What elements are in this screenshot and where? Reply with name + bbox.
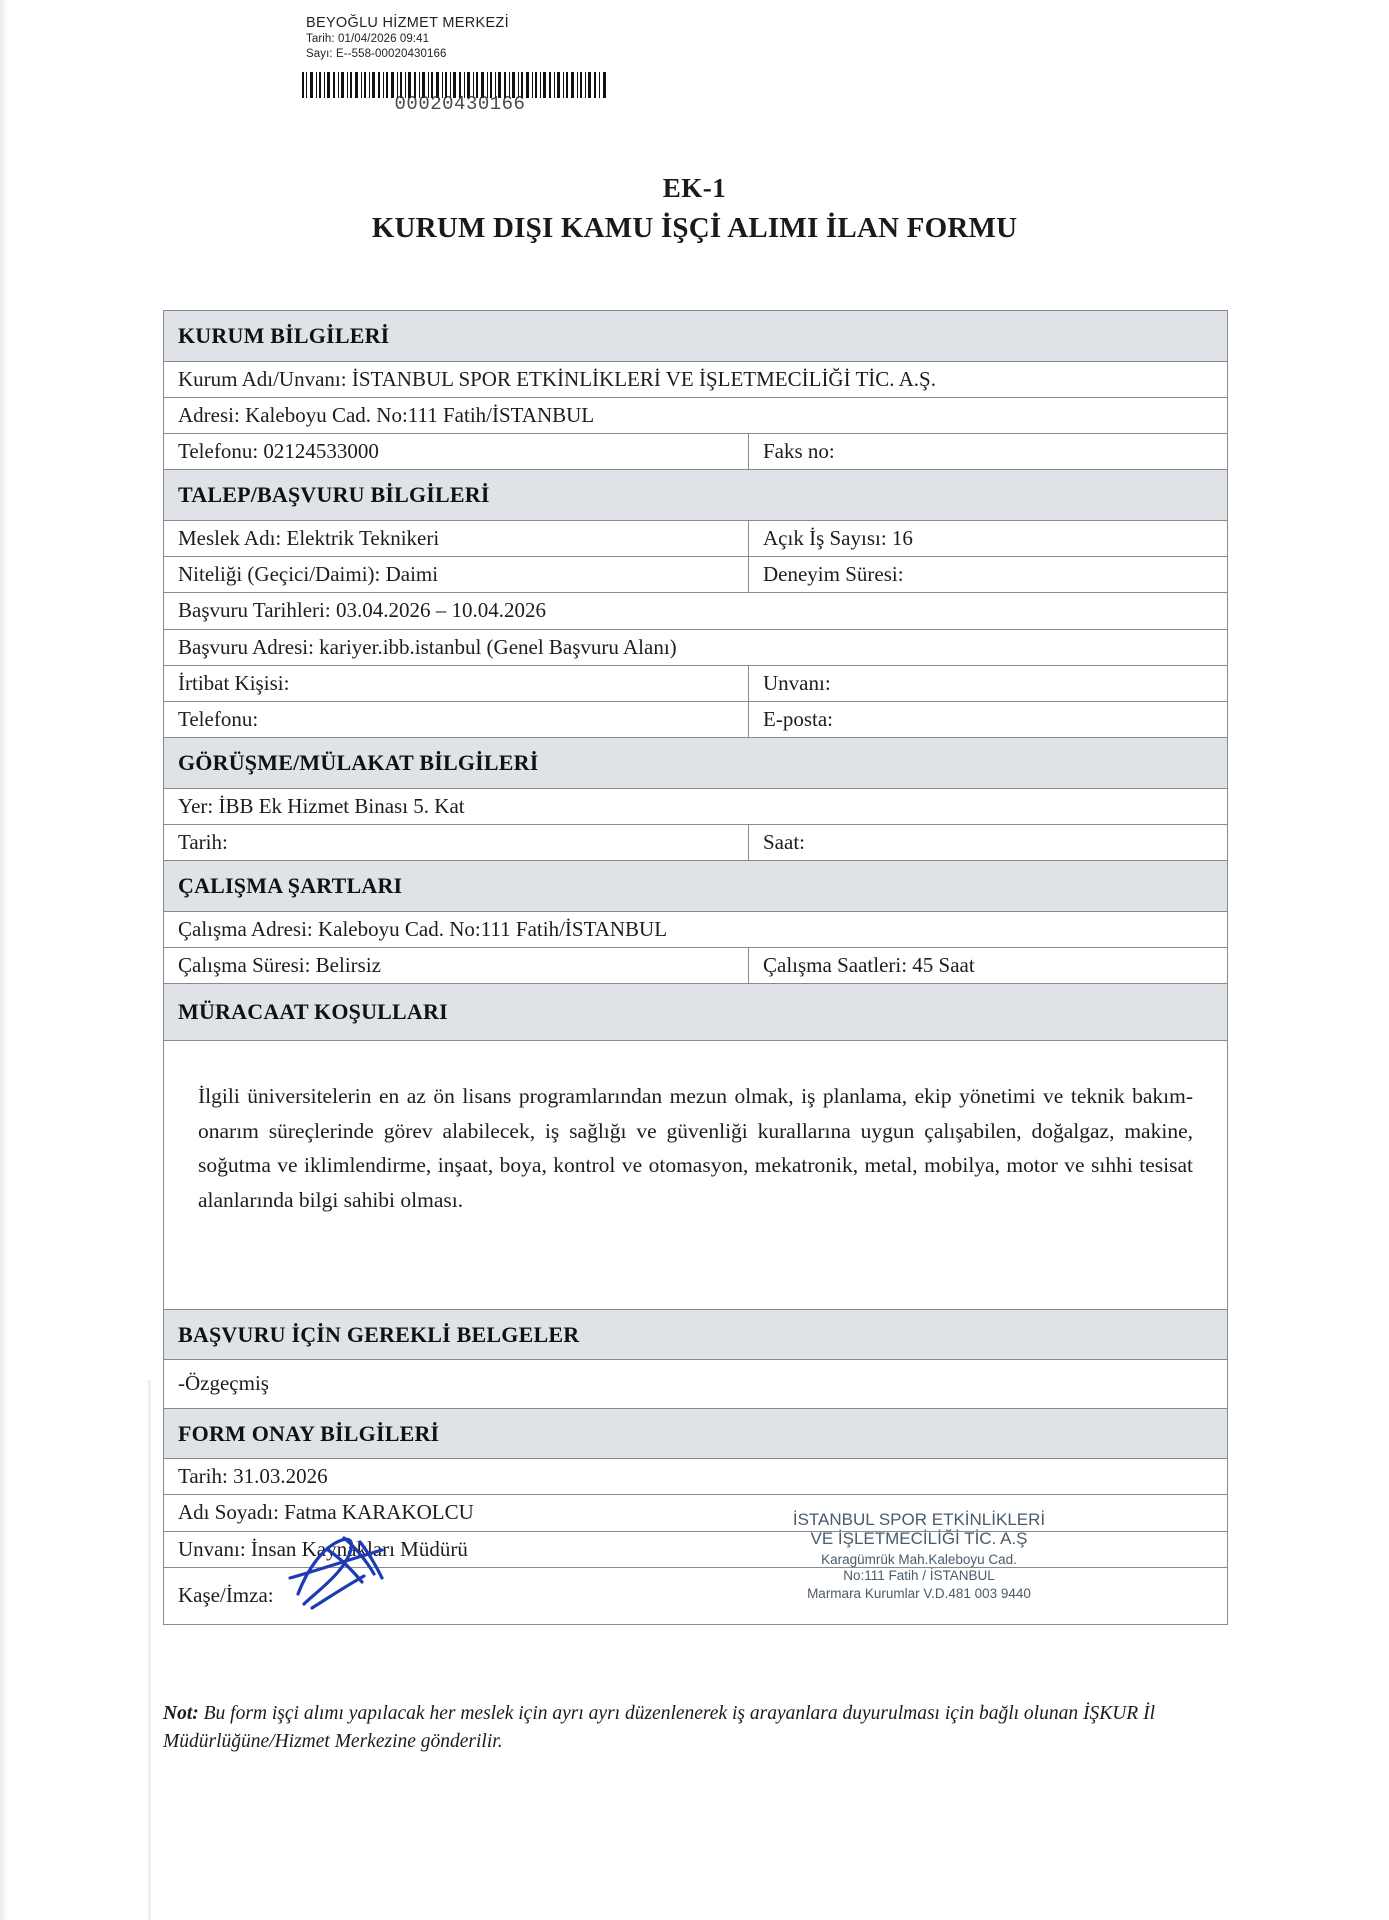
table-row xyxy=(164,557,1227,593)
section-header-working xyxy=(164,861,1227,912)
contact-email: E-posta: xyxy=(763,707,833,731)
section-header-documents xyxy=(164,1310,1227,1361)
conditions-text: İlgili üniversitelerin en az ön lisans programlarından mezun olmak, iş planlama, ekip yönetimi ve teknik bakım-onarım süreçlerinde görev alabilecek, iş sağlığı ve güvenliği kurallarına uygun çalışabilen, doğalgaz, makine, soğutma ve iklimlendirme, inşaat, boya, kontrol ve otomasyon, mekatronik, metal, mobilya, motor ve sıhhi tesisat alanlarında bilgi sahibi olması. xyxy=(198,1083,1193,1213)
contact-title: Unvanı: xyxy=(763,670,831,695)
table-row xyxy=(164,825,1227,861)
announcement-form xyxy=(163,310,1228,1625)
table-row xyxy=(164,630,1227,666)
table-row xyxy=(164,398,1227,434)
stamp-number: Sayı: E--558-00020430166 xyxy=(306,47,447,60)
contact-person: İrtibat Kişisi: xyxy=(164,666,749,701)
section-label-working: ÇALIŞMA ŞARTLARI xyxy=(164,861,1227,911)
table-row xyxy=(164,948,1227,984)
section-label-documents: BAŞVURU İÇİN GEREKLİ BELGELER xyxy=(164,1310,1227,1360)
company-stamp-line3: Karagümrük Mah.Kaleboyu Cad. xyxy=(821,1551,1017,1567)
experience-duration: Deneyim Süresi: xyxy=(763,562,904,586)
institution-fax: Faks no: xyxy=(763,439,835,463)
section-header-interview xyxy=(164,738,1227,789)
table-row xyxy=(164,1495,1227,1531)
application-address: Başvuru Adresi: kariyer.ibb.istanbul (Genel Başvuru Alanı) xyxy=(178,634,677,659)
company-stamp-line5: Marmara Kurumlar V.D.481 003 9440 xyxy=(807,1586,1031,1602)
table-row xyxy=(164,1532,1227,1568)
contact-phone: Telefonu: xyxy=(164,702,749,737)
working-duration: Çalışma Süresi: Belirsiz xyxy=(164,948,749,983)
scan-edge xyxy=(0,0,8,1920)
section-label-conditions: MÜRACAAT KOŞULLARI xyxy=(164,984,1227,1040)
table-row xyxy=(164,912,1227,948)
section-label-approval: FORM ONAY BİLGİLERİ xyxy=(164,1409,1227,1459)
conditions-row xyxy=(164,1041,1227,1310)
table-row xyxy=(164,1360,1227,1408)
table-row xyxy=(164,362,1227,398)
footer-note-label: Not: xyxy=(163,1703,199,1724)
interview-place: Yer: İBB Ek Hizmet Binası 5. Kat xyxy=(178,793,465,818)
document-ek-title: EK-1 xyxy=(662,173,727,203)
seal-signature-label: Kaşe/İmza: xyxy=(178,1582,274,1607)
working-hours: Çalışma Saatleri: 45 Saat xyxy=(763,953,975,977)
open-positions: Açık İş Sayısı: 16 xyxy=(763,525,913,550)
table-row xyxy=(164,521,1227,557)
interview-date: Tarih: xyxy=(164,825,749,860)
section-header-institution xyxy=(164,311,1227,362)
section-header-request xyxy=(164,470,1227,521)
employment-type: Niteliği (Geçici/Daimi): Daimi xyxy=(164,557,749,592)
application-dates: Başvuru Tarihleri: 03.04.2026 – 10.04.2026 xyxy=(178,598,546,623)
section-header-approval xyxy=(164,1409,1227,1460)
table-row xyxy=(164,1459,1227,1495)
stamp-date: Tarih: 01/04/2026 09:41 xyxy=(306,33,430,46)
approval-name: Adı Soyadı: Fatma KARAKOLCU xyxy=(178,1500,474,1525)
section-label-request: TALEP/BAŞVURU BİLGİLERİ xyxy=(164,470,1227,520)
table-row xyxy=(164,666,1227,702)
scan-fold xyxy=(148,1380,151,1920)
company-stamp-line1: İSTANBUL SPOR ETKİNLİKLERİ xyxy=(792,1509,1046,1529)
footer-note xyxy=(163,1700,1226,1757)
table-row xyxy=(164,789,1227,825)
documents-text: -Özgeçmiş xyxy=(178,1371,269,1396)
table-row xyxy=(164,593,1227,629)
table-row xyxy=(164,702,1227,738)
company-stamp-line4: No:111 Fatih / İSTANBUL xyxy=(843,1568,995,1584)
working-address: Çalışma Adresi: Kaleboyu Cad. No:111 Fatih/İSTANBUL xyxy=(178,916,668,941)
footer-note-text: Bu form işçi alımı yapılacak her meslek için ayrı ayrı düzenlenerek iş arayanlara duyurulması için bağlı olunan İŞKUR İl Müdürlüğüne/Hizmet Merkezine gönderilir. xyxy=(163,1703,1156,1753)
barcode-block xyxy=(300,72,620,115)
institution-address: Adresi: Kaleboyu Cad. No:111 Fatih/İSTANBUL xyxy=(178,402,595,427)
section-header-conditions xyxy=(164,984,1227,1041)
table-row xyxy=(164,434,1227,470)
approval-date: Tarih: 31.03.2026 xyxy=(178,1464,328,1488)
barcode-number: 00020430166 xyxy=(394,93,526,115)
section-label-institution: KURUM BİLGİLERİ xyxy=(164,311,1227,361)
company-stamp-line2: VE İŞLETMECİLİĞİ TİC. A.Ş xyxy=(810,1529,1028,1549)
institution-phone: Telefonu: 02124533000 xyxy=(164,434,749,469)
institution-name: Kurum Adı/Unvanı: İSTANBUL SPOR ETKİNLİKLERİ VE İŞLETMECİLİĞİ TİC. A.Ş. xyxy=(178,366,936,391)
stamp-office: BEYOĞLU HİZMET MERKEZİ xyxy=(306,15,509,31)
job-title: Meslek Adı: Elektrik Teknikeri xyxy=(164,521,749,556)
section-label-interview: GÖRÜŞME/MÜLAKAT BİLGİLERİ xyxy=(164,738,1227,788)
page-title: KURUM DIŞI KAMU İŞÇİ ALIMI İLAN FORMU xyxy=(371,212,1018,244)
approval-title: Unvanı: İnsan Kaynakları Müdürü xyxy=(178,1536,468,1561)
incoming-stamp xyxy=(306,14,626,61)
interview-time: Saat: xyxy=(763,830,805,854)
